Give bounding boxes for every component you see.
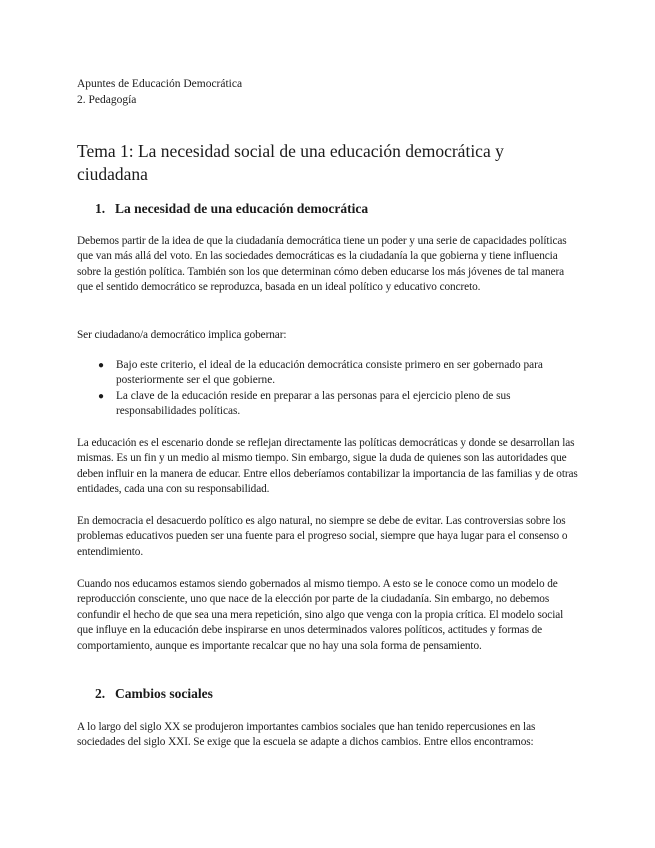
page-title: Tema 1: La necesidad social de una educación democrática y ciudadana (77, 141, 504, 184)
section-heading-1 (95, 201, 368, 217)
document-header (77, 76, 242, 108)
paragraph-escenario: La educación es el escenario donde se reflejan directamente las políticas democráticas y donde se desarrollan las mismas. Es un fin y un medio al mismo tiempo. Sin embargo, sigue la duda de quienes son las autoridades que deben influir en la manera de educar. Entre ellos deberíamos contabilizar la importancia de las familias y de otras entidades, cada una con su responsabilidad. (77, 437, 578, 496)
paragraph-gobernar: Ser ciudadano/a democrático implica gobernar: (77, 329, 287, 341)
paragraph-ciudadania: Debemos partir de la idea de que la ciudadanía democrática tiene un poder y una serie de capacidades políticas que van más allá del voto. En las sociedades democráticas es la ciudadanía la que gobierna y tiene influencia sobre la gestión política. También son los que determinan cómo deben educarse los más jóvenes de tal manera que el sentido democrático se reproduzca, basada en un ideal político y educativo concreto. (77, 235, 567, 294)
section-title: Cambios sociales (115, 686, 213, 701)
list-item-text: Bajo este criterio, el ideal de la educación democrática consiste primero en ser gobernado para posteriormente ser el que gobierne. (116, 359, 543, 387)
paragraph-desacuerdo: En democracia el desacuerdo político es algo natural, no siempre se debe de evitar. Las controversias sobre los problemas educativos pueden ser una fuente para el progreso social, siempre que haya lugar para el consenso o entendimiento. (77, 515, 568, 558)
header-course-title: Apuntes de Educación Democrática (77, 78, 243, 90)
list-item (77, 358, 579, 389)
section-title: La necesidad de una educación democrática (115, 201, 369, 216)
list-item (77, 389, 579, 420)
bullet-icon: ● (98, 390, 105, 402)
paragraph-cambios: A lo largo del siglo XX se produjeron importantes cambios sociales que han tenido repercusiones en las sociedades del siglo XXI. Se exige que la escuela se adapte a dichos cambios. Entre ellos encontramos: (77, 721, 536, 749)
bullet-icon: ● (98, 360, 105, 371)
section-number: 1. (95, 201, 106, 216)
section-heading-2 (95, 686, 213, 702)
paragraph-reproduccion: Cuando nos educamos estamos siendo gobernados al mismo tiempo. A esto se le conoce como un modelo de reproducción consciente, uno que nace de la elección por parte de la ciudadanía. Sin embargo, no debemos confundir el hecho de que sea una mera repetición, sino algo que venga con la propia crítica. El modelo social que influye en la educación debe inspirarse en unos determinados valores políticos, actitudes y formas de comportamiento, aunque es importante recalcar que no hay una sola forma de pensamiento. (77, 578, 564, 652)
list-item-text: La clave de la educación reside en preparar a las personas para el ejercicio pleno de sus responsabilidades políticas. (116, 389, 511, 418)
bullet-list (77, 358, 579, 420)
section-number: 2. (95, 686, 106, 701)
header-subject: 2. Pedagogía (77, 94, 137, 106)
